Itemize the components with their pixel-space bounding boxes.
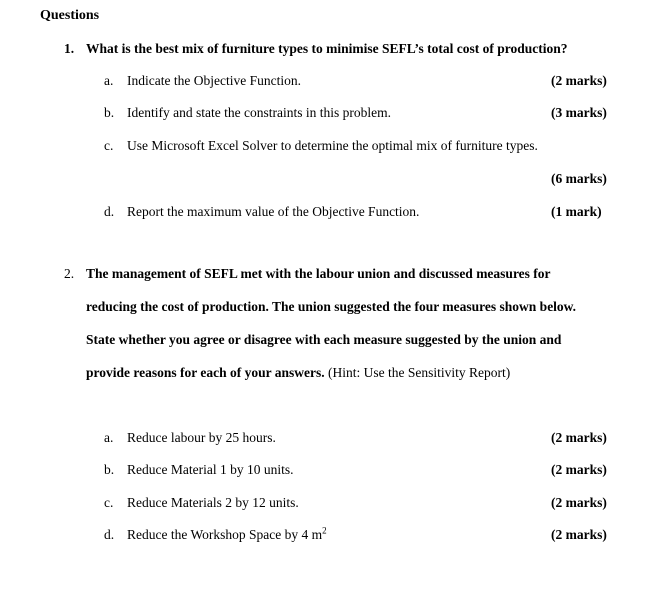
q2-item-b-marks: (2 marks) xyxy=(551,462,607,477)
question-2-line-4-bold: provide reasons for each of your answers. xyxy=(86,365,325,380)
q1-item-c-text: Use Microsoft Excel Solver to determine the optimal mix of furniture types. xyxy=(127,138,538,153)
q1-item-d-text: Report the maximum value of the Objective Function. xyxy=(127,204,420,219)
q2-item-c-marks: (2 marks) xyxy=(551,495,607,510)
q1-item-b-marks: (3 marks) xyxy=(551,105,607,120)
question-1-number: 1. xyxy=(64,41,75,56)
q2-item-d-superscript: 2 xyxy=(322,525,327,536)
section-heading: Questions xyxy=(40,8,100,23)
q1-item-d-letter: d. xyxy=(104,204,115,219)
q1-item-b-text: Identify and state the constraints in this problem. xyxy=(127,105,391,120)
q1-item-c-marks: (6 marks) xyxy=(551,171,607,186)
q1-item-a-letter: a. xyxy=(104,73,114,88)
q2-item-b-letter: b. xyxy=(104,462,115,477)
question-1-text: What is the best mix of furniture types to minimise SEFL’s total cost of production? xyxy=(86,41,568,56)
q2-item-c-letter: c. xyxy=(104,495,114,510)
q2-item-a-letter: a. xyxy=(104,430,114,445)
q2-item-d-marks: (2 marks) xyxy=(551,527,607,542)
question-2-hint: (Hint: Use the Sensitivity Report) xyxy=(324,365,511,380)
q2-item-a-text: Reduce labour by 25 hours. xyxy=(127,430,276,445)
q2-item-a-marks: (2 marks) xyxy=(551,430,607,445)
q2-item-b-text: Reduce Material 1 by 10 units. xyxy=(127,462,294,477)
q1-item-d-marks: (1 mark) xyxy=(551,204,602,219)
question-2-number: 2. xyxy=(64,266,75,281)
q1-item-a-text: Indicate the Objective Function. xyxy=(127,73,301,88)
q2-item-d-letter: d. xyxy=(104,527,115,542)
q2-item-d-text-main: Reduce the Workshop Space by 4 m xyxy=(127,527,323,542)
question-2-line-1: The management of SEFL met with the labour union and discussed measures for xyxy=(86,266,551,281)
q2-item-c-text: Reduce Materials 2 by 12 units. xyxy=(127,495,299,510)
q1-item-a-marks: (2 marks) xyxy=(551,73,607,88)
question-2-line-4 xyxy=(86,365,510,381)
question-2-line-3: State whether you agree or disagree with each measure suggested by the union and xyxy=(86,332,562,347)
q1-item-b-letter: b. xyxy=(104,105,115,120)
q1-item-c-letter: c. xyxy=(104,138,114,153)
question-2-line-2: reducing the cost of production. The union suggested the four measures shown below. xyxy=(86,299,577,314)
q2-item-d-text xyxy=(127,527,327,543)
